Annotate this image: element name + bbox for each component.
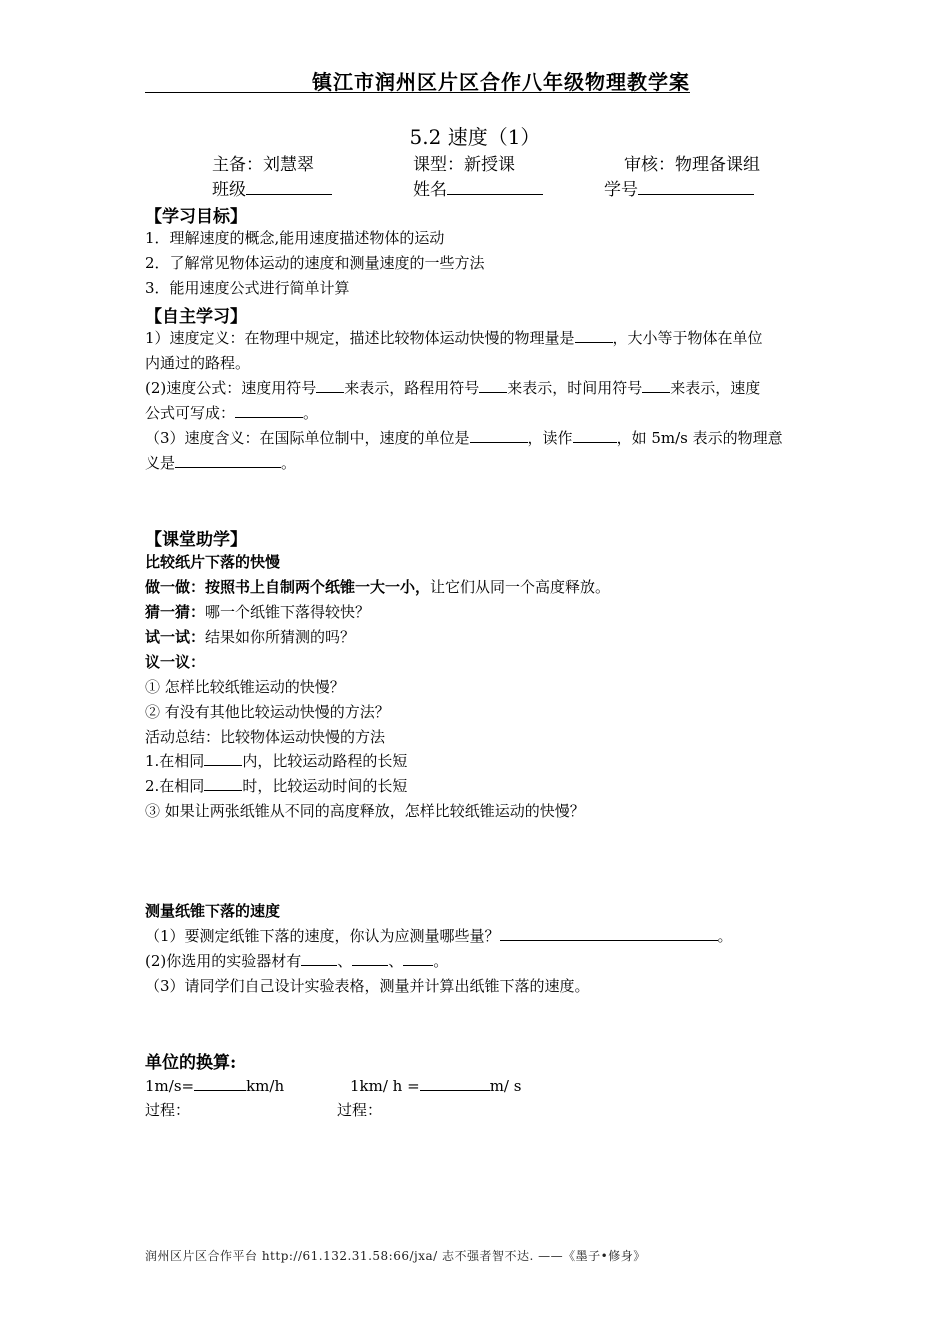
measure-q3: （3）请同学们自己设计实验表格，测量并计算出纸锥下落的速度。 bbox=[145, 977, 590, 995]
conversion-2-blank[interactable] bbox=[420, 1075, 490, 1091]
q2-blank-time[interactable] bbox=[642, 377, 670, 393]
discuss-item-1: ① 怎样比较纸锥运动的快慢？ bbox=[145, 678, 345, 696]
self-study-q2 bbox=[145, 377, 760, 398]
activity-summary: 活动总结：比较物体运动快慢的方法 bbox=[145, 728, 386, 746]
q2-blank-speed[interactable] bbox=[316, 377, 344, 393]
q2-formula-blank[interactable] bbox=[235, 402, 303, 418]
conversion-1-unit: km/h bbox=[246, 1077, 285, 1095]
equipment-blank-1[interactable] bbox=[301, 950, 337, 966]
do-item bbox=[145, 576, 610, 597]
measure-q1 bbox=[145, 925, 733, 946]
separator: 、 bbox=[337, 952, 353, 970]
goal-item: 3．能用速度公式进行简单计算 bbox=[145, 279, 350, 297]
q2-formula-label: 公式可写成： bbox=[145, 404, 236, 422]
try-text: 结果如你所猜测的吗？ bbox=[205, 628, 356, 646]
q2-text-4: 来表示，速度 bbox=[670, 379, 761, 397]
lesson-title: 5.2 速度（1） bbox=[409, 125, 541, 149]
q2-text-2: 来表示，路程用符号 bbox=[344, 379, 480, 397]
conversion-2 bbox=[350, 1075, 521, 1095]
try-label: 试一试： bbox=[145, 628, 206, 646]
discuss-item-2: ② 有没有其他比较运动快慢的方法？ bbox=[145, 703, 390, 721]
method-1-text: 1.在相同 bbox=[145, 752, 205, 770]
q3-end: 。 bbox=[281, 454, 297, 472]
student-id-label: 学号 bbox=[604, 180, 638, 200]
self-study-q3-cont bbox=[145, 452, 296, 473]
method-2-blank[interactable] bbox=[204, 775, 242, 791]
q3-read-blank[interactable] bbox=[573, 427, 617, 443]
measure-q1-text: （1）要测定纸锥下落的速度，你认为应测量哪些量？ bbox=[145, 927, 500, 945]
measure-q2-end: 。 bbox=[433, 952, 449, 970]
page-footer: 润州区片区合作平台 http://61.132.31.58:66/jxa/ 志不强者智不达. ——《墨子•修身》 bbox=[145, 1249, 646, 1263]
heading-underline bbox=[145, 64, 690, 93]
conversion-1-left: 1m/s= bbox=[145, 1077, 195, 1095]
conversion-2-unit: m/ s bbox=[489, 1077, 522, 1095]
measure-q1-blank[interactable] bbox=[500, 925, 718, 941]
goal-item: 1．理解速度的概念,能用速度描述物体的运动 bbox=[145, 229, 445, 247]
guess-label: 猜一猜： bbox=[145, 603, 206, 621]
process-label-1: 过程： bbox=[145, 1101, 191, 1119]
method-2 bbox=[145, 775, 407, 796]
classroom-heading: 【课堂助学】 bbox=[145, 530, 247, 550]
q2-blank-distance[interactable] bbox=[479, 377, 507, 393]
lesson-type-label: 课型：新授课 bbox=[413, 155, 515, 175]
q3-text-4: 义是 bbox=[145, 454, 176, 472]
self-study-q1 bbox=[145, 327, 763, 348]
document-title: 镇江市润州区片区合作八年级物理教学案 bbox=[312, 70, 690, 94]
equipment-blank-2[interactable] bbox=[352, 950, 388, 966]
discuss-item-3: ③ 如果让两张纸锥从不同的高度释放，怎样比较纸锥运动的快慢？ bbox=[145, 802, 585, 820]
class-blank[interactable] bbox=[246, 177, 332, 195]
self-study-q2-cont bbox=[145, 402, 318, 423]
self-study-q1-cont: 内通过的路程。 bbox=[145, 354, 251, 372]
goals-heading: 【学习目标】 bbox=[145, 207, 247, 227]
process-label-2: 过程： bbox=[337, 1101, 383, 1119]
q1-text-2: ，大小等于物体在单位 bbox=[612, 329, 763, 347]
conversion-1-blank[interactable] bbox=[194, 1075, 246, 1091]
guess-text: 哪一个纸锥下落得较快？ bbox=[205, 603, 371, 621]
q3-text-2: ，读作 bbox=[527, 429, 573, 447]
name-field bbox=[413, 175, 543, 200]
do-label: 做一做：按照书上自制两个纸锥一大一小， bbox=[145, 578, 431, 596]
method-1 bbox=[145, 750, 407, 771]
discuss-label: 议一议： bbox=[145, 653, 206, 671]
author-label: 主备：刘慧翠 bbox=[212, 155, 314, 175]
q2-end: 。 bbox=[303, 404, 319, 422]
q1-text: 1）速度定义：在物理中规定，描述比较物体运动快慢的物理量是 bbox=[145, 329, 575, 347]
goal-item: 2．了解常见物体运动的速度和测量速度的一些方法 bbox=[145, 254, 485, 272]
compare-subheading: 比较纸片下落的快慢 bbox=[145, 553, 281, 571]
class-field bbox=[212, 175, 332, 200]
q3-unit-blank[interactable] bbox=[470, 427, 528, 443]
method-1-blank[interactable] bbox=[204, 750, 242, 766]
q3-meaning-blank[interactable] bbox=[175, 452, 281, 468]
method-2-text-2: 时，比较运动时间的长短 bbox=[242, 777, 408, 795]
method-1-text-2: 内，比较运动路程的长短 bbox=[242, 752, 408, 770]
do-text: 让它们从同一个高度释放。 bbox=[430, 578, 611, 596]
measure-q2 bbox=[145, 950, 448, 971]
student-id-blank[interactable] bbox=[638, 177, 754, 195]
units-heading: 单位的换算: bbox=[145, 1053, 237, 1073]
measure-q2-text: (2)你选用的实验器材有 bbox=[145, 952, 302, 970]
class-label: 班级 bbox=[212, 180, 246, 200]
q1-blank[interactable] bbox=[575, 327, 613, 343]
self-study-q3 bbox=[145, 427, 783, 448]
q3-text: （3）速度含义：在国际单位制中，速度的单位是 bbox=[145, 429, 470, 447]
separator: 、 bbox=[388, 952, 404, 970]
measure-q1-end: 。 bbox=[717, 927, 733, 945]
self-study-heading: 【自主学习】 bbox=[145, 307, 247, 327]
conversion-2-left: 1km/ h = bbox=[350, 1077, 420, 1095]
name-label: 姓名 bbox=[413, 180, 447, 200]
q3-text-3: ，如 5m/s 表示的物理意 bbox=[616, 429, 783, 447]
guess-item bbox=[145, 601, 370, 622]
equipment-blank-3[interactable] bbox=[403, 950, 433, 966]
review-label: 审核：物理备课组 bbox=[624, 155, 760, 175]
q2-text: (2)速度公式：速度用符号 bbox=[145, 379, 317, 397]
method-2-text: 2.在相同 bbox=[145, 777, 205, 795]
measure-heading: 测量纸锥下落的速度 bbox=[145, 902, 281, 920]
name-blank[interactable] bbox=[447, 177, 543, 195]
student-id-field bbox=[604, 175, 754, 200]
q2-text-3: 来表示，时间用符号 bbox=[507, 379, 643, 397]
try-item bbox=[145, 626, 355, 647]
conversion-1 bbox=[145, 1075, 284, 1095]
